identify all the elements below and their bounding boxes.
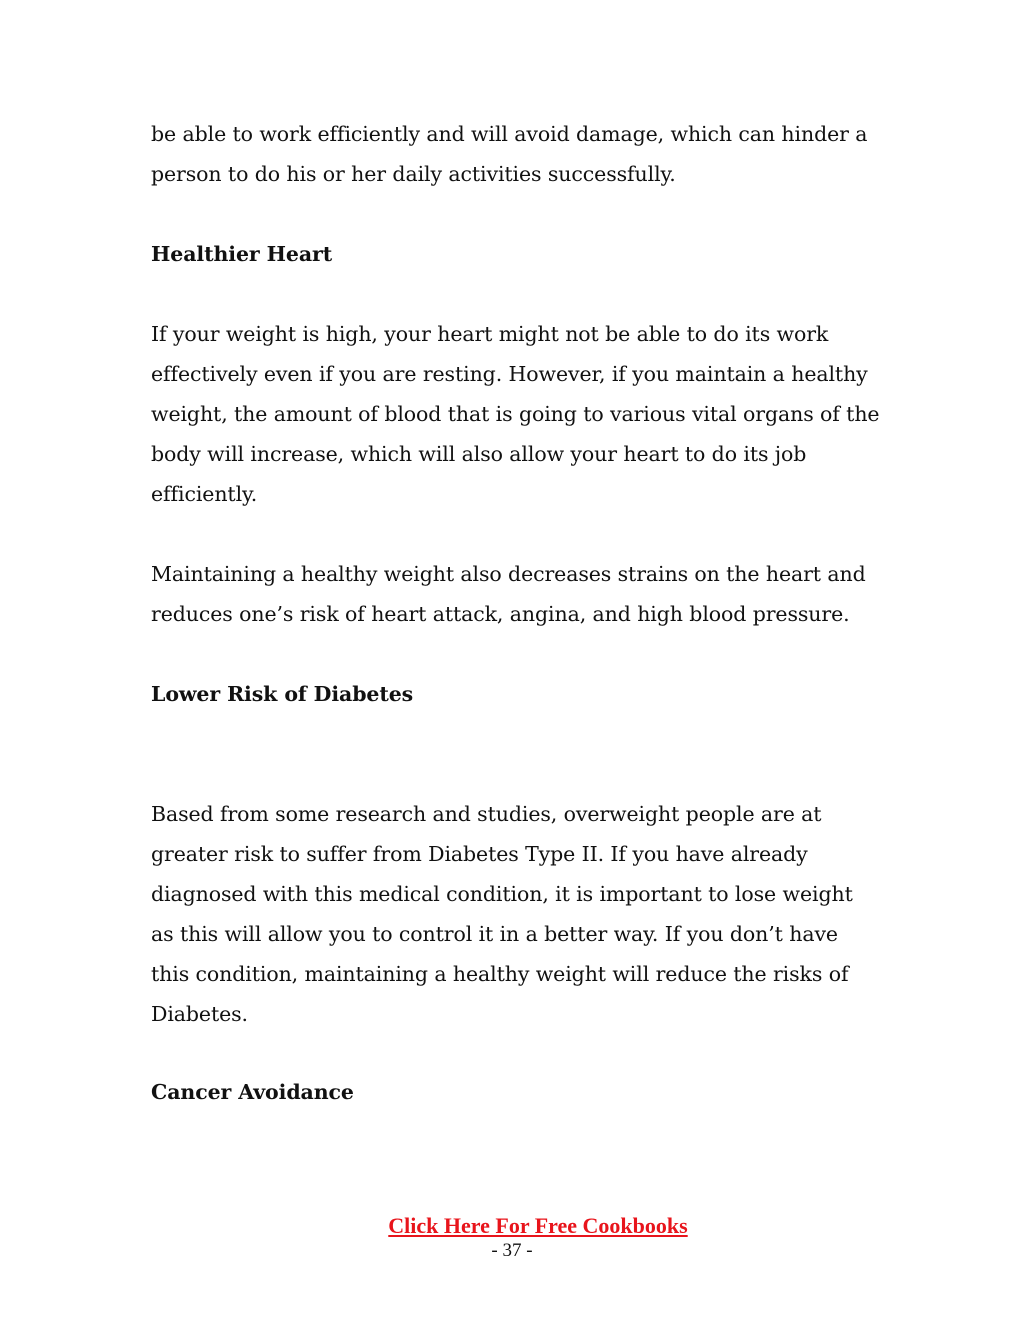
paragraph-line: this condition, maintaining a healthy weight will reduce the risks of [151,962,849,986]
section-heading-lower-risk-of-diabetes: Lower Risk of Diabetes [151,682,414,706]
paragraph-line: reduces one’s risk of heart attack, angina, and high blood pressure. [151,602,850,626]
page-number: - 37 - [491,1240,533,1261]
section-heading-healthier-heart: Healthier Heart [151,242,333,266]
paragraph-line: diagnosed with this medical condition, it is important to lose weight [151,882,853,906]
paragraph-line: efficiently. [151,482,258,506]
section-heading-cancer-avoidance: Cancer Avoidance [151,1080,354,1104]
paragraph-line: Diabetes. [151,1002,248,1026]
free-cookbooks-link[interactable]: Click Here For Free Cookbooks [388,1213,688,1238]
paragraph-line: as this will allow you to control it in a better way. If you don’t have [151,922,838,946]
paragraph-line: Maintaining a healthy weight also decreases strains on the heart and [151,562,866,586]
paragraph-line: greater risk to suffer from Diabetes Type II. If you have already [151,842,808,866]
paragraph-line: body will increase, which will also allow your heart to do its job [151,442,807,466]
paragraph-line: If your weight is high, your heart might not be able to do its work [151,322,829,346]
paragraph-line: be able to work efficiently and will avoid damage, which can hinder a [151,122,868,146]
paragraph-line: person to do his or her daily activities successfully. [151,162,676,186]
paragraph-line: effectively even if you are resting. However, if you maintain a healthy [151,362,868,386]
paragraph-line: weight, the amount of blood that is going to various vital organs of the [151,402,880,426]
paragraph-line: Based from some research and studies, overweight people are at [151,802,822,826]
